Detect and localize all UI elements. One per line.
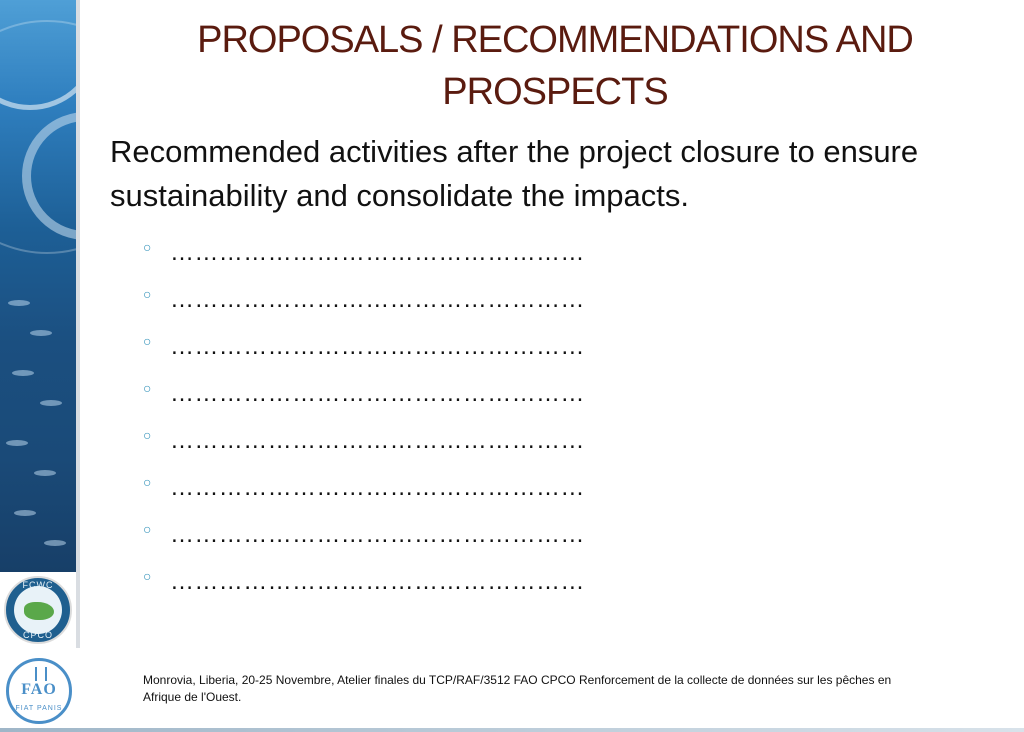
slide-title [140, 14, 970, 118]
sidebar-decoration [0, 0, 80, 732]
circle-bullet-icon: ○ [143, 568, 152, 584]
list-item-text: …………………………………………… [170, 286, 585, 313]
wheat-icon [35, 667, 47, 681]
fish-shape [34, 470, 56, 476]
circle-bullet-icon: ○ [143, 474, 152, 490]
fish-shape [44, 540, 66, 546]
circle-bullet-icon: ○ [143, 333, 152, 349]
footer-line1: Monrovia, Liberia, 20-25 Novembre, Atelier finales du TCP/RAF/3512 FAO CPCO Renforcement de la collecte de données sur les pêches en [143, 673, 892, 687]
circle-bullet-icon: ○ [143, 239, 152, 255]
list-item-text: …………………………………………… [170, 474, 585, 501]
intro-line1: Recommended activities after the project closure to ensure [110, 134, 919, 169]
list-item-text: …………………………………………… [170, 333, 585, 360]
list-item-text: …………………………………………… [170, 568, 585, 595]
fao-logo-text: FAO [21, 681, 57, 698]
intro-text [110, 130, 1022, 218]
list-item-text: …………………………………………… [170, 427, 585, 454]
sidebar-edge [76, 0, 80, 648]
fish-shape [8, 300, 30, 306]
slide-footer [143, 672, 993, 706]
fcwc-logo-bottom-text: CPCO [22, 630, 53, 640]
circle-bullet-icon: ○ [143, 286, 152, 302]
ocean-background-image [0, 0, 76, 572]
circle-bullet-icon: ○ [143, 521, 152, 537]
intro-line2: sustainability and consolidate the impacts. [110, 178, 689, 213]
africa-map-icon [24, 602, 54, 620]
fcwc-logo [4, 576, 72, 644]
decorative-ring [0, 0, 76, 110]
fcwc-logo-top-text: FCWC [22, 580, 54, 590]
fish-shape [40, 400, 62, 406]
fao-logo [6, 658, 72, 724]
fish-shape [30, 330, 52, 336]
circle-bullet-icon: ○ [143, 380, 152, 396]
bottom-rule [0, 728, 1024, 732]
circle-bullet-icon: ○ [143, 427, 152, 443]
fish-shape [12, 370, 34, 376]
fish-shape [6, 440, 28, 446]
list-item-text: …………………………………………… [170, 380, 585, 407]
list-item-text: …………………………………………… [170, 521, 585, 548]
slide-title-line2: PROSPECTS [442, 71, 668, 113]
list-item-text: …………………………………………… [170, 239, 585, 266]
slide-title-line1: PROPOSALS / RECOMMENDATIONS AND [197, 19, 913, 61]
fish-shape [14, 510, 36, 516]
footer-line2: Afrique de l'Ouest. [143, 690, 242, 704]
fcwc-logo-inner [14, 586, 62, 634]
fao-logo-motto: FIAT PANIS [15, 705, 63, 712]
